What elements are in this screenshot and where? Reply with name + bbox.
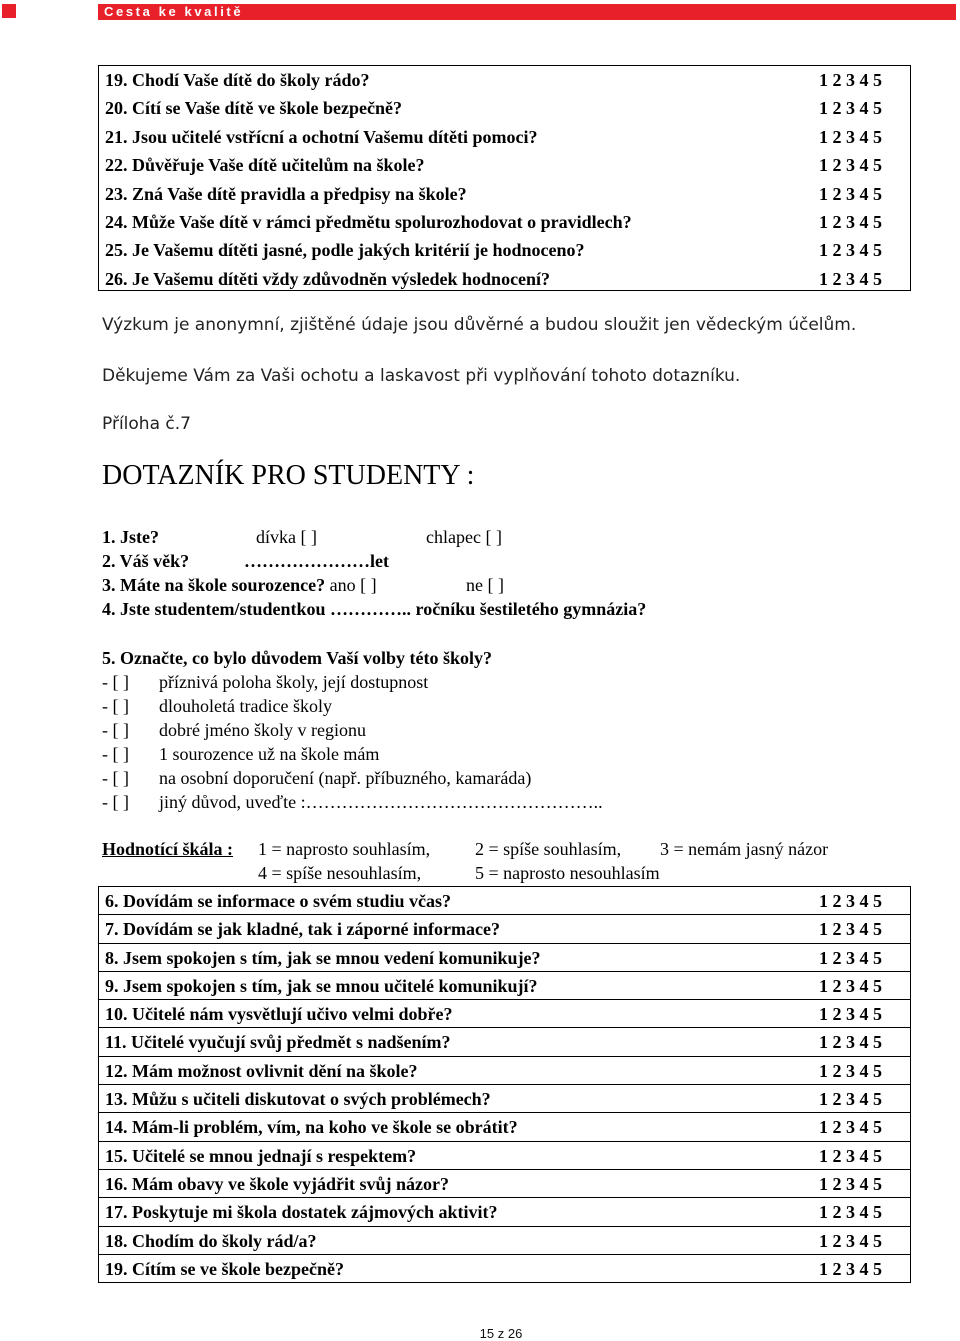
student-table-rating-scale[interactable]: 1 2 3 4 5 (819, 975, 882, 996)
parent-table-question: 19. Chodí Vaše dítě do školy rádo? (105, 70, 370, 90)
header-banner: Cesta ke kvalitě (98, 4, 956, 20)
parent-table-rating-scale[interactable]: 1 2 3 4 5 (819, 211, 882, 232)
parent-table-rating-scale[interactable]: 1 2 3 4 5 (819, 126, 882, 147)
option-chlapec[interactable]: chlapec [ ] (426, 527, 502, 547)
reason-option (102, 792, 603, 813)
scale-legend (102, 839, 829, 860)
student-table-question: 15. Učitelé se mnou jednají s respektem? (105, 1145, 417, 1166)
question-1 (102, 527, 502, 548)
student-table-question: 12. Mám možnost ovlivnit dění na škole? (105, 1060, 418, 1081)
option-ne[interactable]: ne [ ] (466, 575, 504, 595)
parent-table-rating-scale[interactable]: 1 2 3 4 5 (819, 98, 882, 119)
parent-table-rating-scale[interactable]: 1 2 3 4 5 (819, 155, 882, 176)
parent-question-table (98, 65, 911, 291)
parent-table-rating-scale[interactable]: 1 2 3 4 5 (819, 183, 882, 204)
parent-table-question: 24. Může Vaše dítě v rámci předmětu spolurozhodovat o pravidlech? (105, 211, 632, 232)
student-table-rating-scale[interactable]: 1 2 3 4 5 (819, 1089, 882, 1110)
question-5-label: 5. Označte, co bylo důvodem Vaší volby této školy? (102, 648, 493, 668)
reason-text: příznivá poloha školy, její dostupnost (159, 672, 429, 692)
parent-table-row (99, 66, 910, 94)
student-table-rating-scale[interactable]: 1 2 3 4 5 (819, 1145, 882, 1166)
student-table-row (99, 1057, 910, 1085)
student-table-rating-scale[interactable]: 1 2 3 4 5 (819, 891, 882, 911)
page-title: DOTAZNÍK PRO STUDENTY : (102, 460, 475, 491)
student-table-rating-scale[interactable]: 1 2 3 4 5 (819, 1202, 882, 1223)
question-3-label: 3. Máte na škole sourozence? (102, 575, 326, 595)
parent-table-row (99, 151, 910, 179)
scale-legend-label: Hodnotící škála : (102, 839, 234, 859)
reason-option (102, 696, 332, 717)
student-table-row (99, 1227, 910, 1255)
age-blank[interactable]: …………………let (244, 551, 389, 571)
parent-table-question: 23. Zná Vaše dítě pravidla a předpisy na škole? (105, 183, 467, 204)
reason-text: dlouholetá tradice školy (159, 696, 332, 716)
reason-checkbox[interactable]: - [ ] (102, 696, 129, 716)
parent-table-rating-scale[interactable]: 1 2 3 4 5 (819, 268, 882, 289)
student-table-row (99, 1170, 910, 1198)
scale-4: 4 = spíše nesouhlasím, (258, 863, 422, 883)
student-table-row (99, 1255, 910, 1283)
scale-5: 5 = naprosto nesouhlasím (475, 863, 660, 883)
parent-table-row (99, 208, 910, 236)
question-2-label: 2. Váš věk? (102, 551, 190, 571)
reason-checkbox[interactable]: - [ ] (102, 744, 129, 764)
question-3 (102, 575, 504, 596)
parent-table-question: 20. Cítí se Vaše dítě ve škole bezpečně? (105, 98, 402, 119)
student-table-rating-scale[interactable]: 1 2 3 4 5 (819, 1258, 882, 1279)
student-table-row (99, 1142, 910, 1170)
student-table-question: 17. Poskytuje mi škola dostatek zájmových aktivit? (105, 1202, 498, 1223)
student-table-rating-scale[interactable]: 1 2 3 4 5 (819, 1060, 882, 1081)
reason-checkbox[interactable]: - [ ] (102, 768, 129, 788)
student-table-question: 6. Dovídám se informace o svém studiu včas? (105, 891, 451, 911)
student-table-question: 16. Mám obavy ve škole vyjádřit svůj názor? (105, 1173, 449, 1194)
parent-table-row (99, 123, 910, 151)
student-table-question: 9. Jsem spokojen s tím, jak se mnou učitelé komunikují? (105, 975, 538, 996)
student-table-row (99, 1085, 910, 1113)
student-table-question: 11. Učitelé vyučují svůj předmět s nadšením? (105, 1032, 451, 1053)
parent-table-row (99, 236, 910, 264)
reason-checkbox[interactable]: - [ ] (102, 672, 129, 692)
parent-table-rating-scale[interactable]: 1 2 3 4 5 (819, 240, 882, 261)
student-table-rating-scale[interactable]: 1 2 3 4 5 (819, 1117, 882, 1138)
student-table-question: 8. Jsem spokojen s tím, jak se mnou vedení komunikuje? (105, 947, 541, 968)
reason-option (102, 720, 366, 741)
student-table-row (99, 1000, 910, 1028)
scale-3: 3 = nemám jasný názor (660, 839, 829, 859)
parent-table-rating-scale[interactable]: 1 2 3 4 5 (819, 70, 882, 90)
page-number: 15 z 26 (479, 1326, 523, 1341)
student-table-rating-scale[interactable]: 1 2 3 4 5 (819, 1032, 882, 1053)
student-table-row (99, 887, 910, 915)
parent-table-row (99, 265, 910, 293)
reason-checkbox[interactable]: - [ ] (102, 792, 129, 812)
student-table-row (99, 944, 910, 972)
student-table-row (99, 972, 910, 1000)
reason-text: dobré jméno školy v regionu (159, 720, 366, 740)
anonymity-note: Výzkum je anonymní, zjištěné údaje jsou důvěrné a budou sloužit jen vědeckým účelům. (102, 315, 857, 335)
header-square-mark (2, 4, 16, 18)
scale-1: 1 = naprosto souhlasím, (258, 839, 431, 859)
student-table-row (99, 1113, 910, 1141)
scale-2: 2 = spíše souhlasím, (475, 839, 622, 859)
question-4 (102, 599, 646, 620)
parent-table-question: 25. Je Vašemu dítěti jasné, podle jakých kritérií je hodnoceno? (105, 240, 585, 261)
student-table-rating-scale[interactable]: 1 2 3 4 5 (819, 1173, 882, 1194)
reason-text: jiný důvod, uveďte :………………………………………….. (159, 792, 603, 812)
parent-table-row (99, 180, 910, 208)
option-ano[interactable]: ano [ ] (329, 575, 377, 595)
student-question-table (98, 886, 911, 1283)
student-table-question: 18. Chodím do školy rád/a? (105, 1230, 317, 1251)
student-table-rating-scale[interactable]: 1 2 3 4 5 (819, 1230, 882, 1251)
attachment-label: Příloha č.7 (102, 414, 191, 434)
question-4-label[interactable]: 4. Jste studentem/studentkou ………….. (102, 599, 412, 619)
parent-table-row (99, 94, 910, 122)
thanks-note: Děkujeme Vám za Vaši ochotu a laskavost při vyplňování tohoto dotazníku. (102, 366, 741, 386)
student-table-row (99, 1028, 910, 1056)
parent-table-question: 21. Jsou učitelé vstřícní a ochotní Vašemu dítěti pomoci? (105, 126, 538, 147)
reason-option (102, 744, 380, 765)
reason-checkbox[interactable]: - [ ] (102, 720, 129, 740)
student-table-rating-scale[interactable]: 1 2 3 4 5 (819, 947, 882, 968)
student-table-row (99, 1198, 910, 1226)
student-table-question: 13. Můžu s učiteli diskutovat o svých problémech? (105, 1089, 491, 1110)
reason-text: 1 sourozence už na škole mám (159, 744, 380, 764)
student-table-row (99, 915, 910, 943)
option-divka[interactable]: dívka [ ] (256, 527, 317, 547)
question-1-label: 1. Jste? (102, 527, 159, 547)
student-table-question: 14. Mám-li problém, vím, na koho ve škole se obrátit? (105, 1117, 518, 1138)
parent-table-question: 26. Je Vašemu dítěti vždy zdůvodněn výsledek hodnocení? (105, 268, 551, 289)
student-table-rating-scale[interactable]: 1 2 3 4 5 (819, 1004, 882, 1025)
student-table-question: 10. Učitelé nám vysvětlují učivo velmi dobře? (105, 1004, 453, 1025)
reason-option (102, 768, 532, 789)
student-table-question: 19. Cítím se ve škole bezpečně? (105, 1258, 344, 1279)
question-4-rest: ročníku šestiletého gymnázia? (415, 599, 647, 619)
reason-option (102, 672, 429, 693)
student-table-rating-scale[interactable]: 1 2 3 4 5 (819, 919, 882, 940)
parent-table-question: 22. Důvěřuje Vaše dítě učitelům na škole? (105, 155, 425, 176)
reason-text: na osobní doporučení (např. příbuzného, kamaráda) (159, 768, 532, 788)
student-table-question: 7. Dovídám se jak kladné, tak i záporné informace? (105, 919, 500, 940)
question-2 (102, 551, 389, 572)
